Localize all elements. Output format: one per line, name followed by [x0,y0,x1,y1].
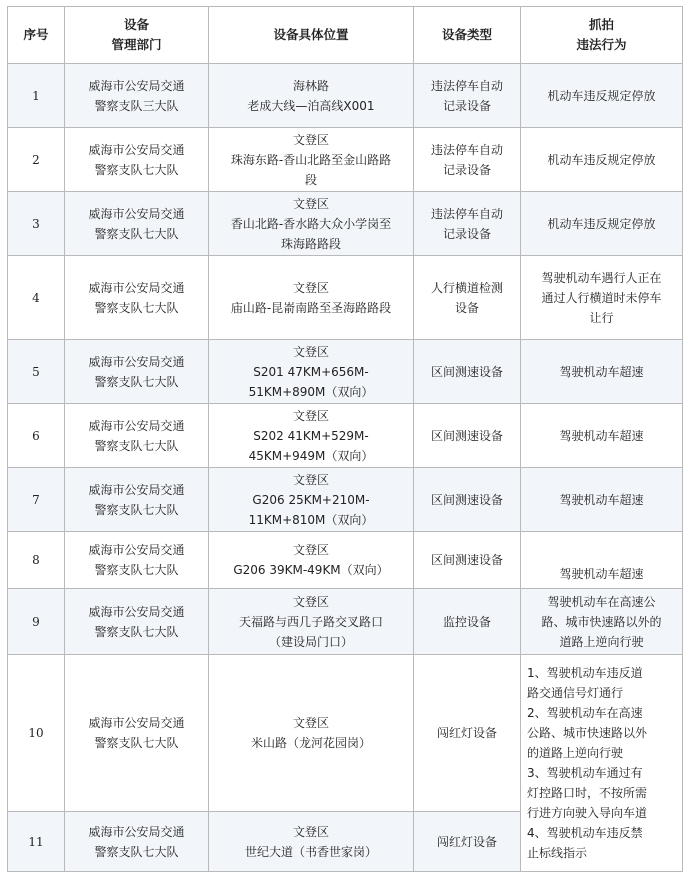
cell-seq: 5 [8,340,65,404]
cell-seq: 1 [8,64,65,128]
cell-type: 违法停车自动 记录设备 [414,128,521,192]
table-row [8,64,683,128]
table-row [8,256,683,340]
cell-type: 区间测速设备 [414,404,521,468]
cell-violation: 驾驶机动车超速 [521,532,683,589]
cell-type: 违法停车自动 记录设备 [414,192,521,256]
cell-violation: 驾驶机动车遇行人正在 通过人行横道时未停车 让行 [521,256,683,340]
cell-dept: 威海市公安局交通 警察支队七大队 [65,468,209,532]
cell-type: 闯红灯设备 [414,655,521,812]
cell-seq: 9 [8,589,65,655]
cell-seq: 4 [8,256,65,340]
header-row [8,7,683,64]
cell-seq: 10 [8,655,65,812]
table-row [8,468,683,532]
table-row [8,589,683,655]
table-row [8,128,683,192]
cell-violation: 机动车违反规定停放 [521,192,683,256]
header-dept: 设备 管理部门 [65,7,209,64]
cell-violation: 驾驶机动车超速 [521,468,683,532]
table-row [8,404,683,468]
cell-violation: 驾驶机动车超速 [521,404,683,468]
header-location: 设备具体位置 [209,7,414,64]
cell-location: 文登区 S202 41KM+529M- 45KM+949M（双向） [209,404,414,468]
cell-location: 文登区 珠海东路-香山北路至金山路路 段 [209,128,414,192]
cell-location: 文登区 香山北路-香水路大众小学岗至 珠海路路段 [209,192,414,256]
cell-location: 文登区 天福路与西几子路交叉路口 （建设局门口） [209,589,414,655]
cell-dept: 威海市公安局交通 警察支队七大队 [65,192,209,256]
cell-type: 区间测速设备 [414,532,521,589]
device-table [7,6,683,872]
cell-seq: 11 [8,812,65,872]
cell-dept: 威海市公安局交通 警察支队七大队 [65,340,209,404]
cell-dept: 威海市公安局交通 警察支队七大队 [65,532,209,589]
cell-type: 违法停车自动 记录设备 [414,64,521,128]
cell-dept: 威海市公安局交通 警察支队三大队 [65,64,209,128]
cell-dept: 威海市公安局交通 警察支队七大队 [65,589,209,655]
cell-location: 文登区 G206 25KM+210M- 11KM+810M（双向） [209,468,414,532]
cell-seq: 3 [8,192,65,256]
cell-location: 文登区 S201 47KM+656M- 51KM+890M（双向） [209,340,414,404]
cell-location: 海林路 老成大线—泊高线X001 [209,64,414,128]
cell-violation-merged: 1、驾驶机动车违反道 路交通信号灯通行 2、驾驶机动车在高速 公路、城市快速路以外 的道路上逆向行驶 3、驾驶机动车通过有 灯控路口时，不按所需 行进方向驶入导向车道 4、驾驶机动车违反禁 止标线指示 [521,655,683,872]
cell-violation: 驾驶机动车在高速公 路、城市快速路以外的 道路上逆向行驶 [521,589,683,655]
cell-violation: 驾驶机动车超速 [521,340,683,404]
table-row [8,340,683,404]
cell-dept: 威海市公安局交通 警察支队七大队 [65,256,209,340]
cell-violation: 机动车违反规定停放 [521,128,683,192]
header-seq: 序号 [8,7,65,64]
cell-location: 文登区 米山路（龙河花园岗） [209,655,414,812]
header-type: 设备类型 [414,7,521,64]
cell-type: 闯红灯设备 [414,812,521,872]
cell-dept: 威海市公安局交通 警察支队七大队 [65,812,209,872]
cell-location: 文登区 世纪大道（书香世家岗） [209,812,414,872]
cell-dept: 威海市公安局交通 警察支队七大队 [65,128,209,192]
cell-dept: 威海市公安局交通 警察支队七大队 [65,655,209,812]
cell-seq: 8 [8,532,65,589]
table-row [8,655,683,812]
cell-location: 文登区 庙山路-昆嵛南路至圣海路路段 [209,256,414,340]
cell-dept: 威海市公安局交通 警察支队七大队 [65,404,209,468]
table-row [8,192,683,256]
cell-type: 区间测速设备 [414,468,521,532]
cell-location: 文登区 G206 39KM-49KM（双向） [209,532,414,589]
cell-type: 人行横道检测 设备 [414,256,521,340]
cell-violation: 机动车违反规定停放 [521,64,683,128]
cell-type: 监控设备 [414,589,521,655]
cell-seq: 2 [8,128,65,192]
cell-seq: 6 [8,404,65,468]
header-violation: 抓拍 违法行为 [521,7,683,64]
table-row [8,532,683,589]
cell-type: 区间测速设备 [414,340,521,404]
cell-seq: 7 [8,468,65,532]
